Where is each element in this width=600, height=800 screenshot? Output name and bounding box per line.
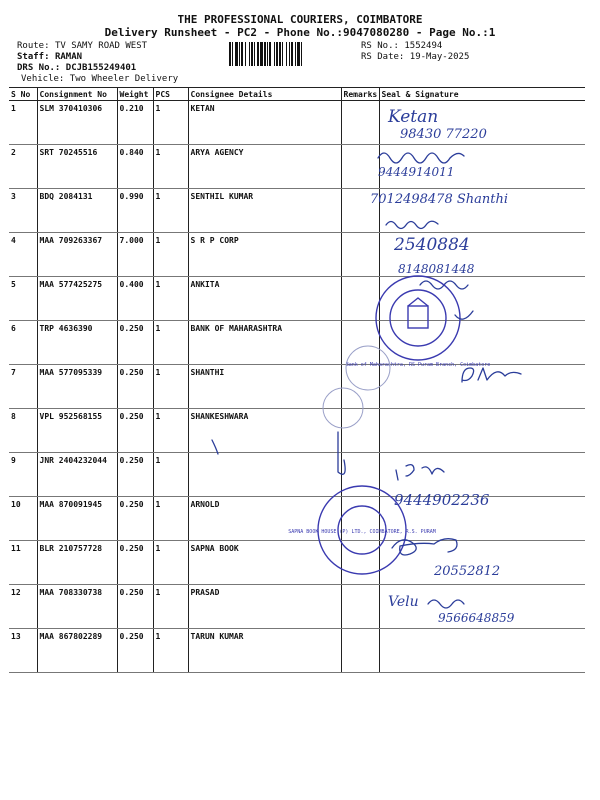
cell-signature [379, 321, 585, 365]
table-row [9, 101, 585, 145]
cell-consignee: SHANKESHWARA [188, 409, 341, 453]
rs-no-line [361, 41, 442, 52]
table-row [9, 497, 585, 541]
cell-remarks [341, 365, 379, 409]
cell-pcs: 1 [153, 233, 188, 277]
rs-no-value: 1552494 [404, 41, 443, 51]
table-row [9, 277, 585, 321]
cell-consignment: SLM 370410306 [37, 101, 117, 145]
cell-sno: 9 [9, 453, 37, 497]
cell-signature [379, 189, 585, 233]
vehicle-value: Two Wheeler Delivery [69, 74, 179, 84]
cell-pcs: 1 [153, 365, 188, 409]
cell-consignee: ARYA AGENCY [188, 145, 341, 189]
col-seal-signature: Seal & Signature [379, 88, 585, 101]
col-weight: Weight [117, 88, 153, 101]
cell-remarks [341, 409, 379, 453]
drs-label: DRS No.: [17, 63, 61, 73]
table-header-row [9, 88, 585, 101]
cell-signature [379, 277, 585, 321]
signature-row-13-name: Velu [388, 594, 419, 610]
col-pcs: PCS [153, 88, 188, 101]
vehicle-label: Vehicle: [21, 74, 65, 84]
cell-pcs: 1 [153, 189, 188, 233]
signature-row-4-phone: 2540884 [394, 235, 470, 255]
cell-sno: 3 [9, 189, 37, 233]
col-consignment-no: Consignment No [37, 88, 117, 101]
sapna-seal-text: SAPNA BOOK HOUSE (P) LTD., COIMBATORE, R.S. PURAM [288, 529, 436, 535]
signature-row-2-phone: 9444914011 [378, 165, 455, 179]
runsheet-subtitle: Delivery Runsheet - PC2 - Phone No.:9047080280 - Page No.:1 [104, 26, 496, 39]
cell-weight: 0.250 [117, 585, 153, 629]
cell-weight: 0.210 [117, 101, 153, 145]
rs-date-value: 19-May-2025 [409, 52, 470, 62]
cell-pcs: 1 [153, 497, 188, 541]
cell-sno: 7 [9, 365, 37, 409]
cell-sno: 1 [9, 101, 37, 145]
cell-consignment: MAA 870091945 [37, 497, 117, 541]
signature-row-13-phone: 9566648859 [438, 611, 515, 625]
cell-consignment: VPL 952568155 [37, 409, 117, 453]
route-value: TV SAMY ROAD WEST [54, 41, 148, 51]
cell-consignment: TRP 4636390 [37, 321, 117, 365]
cell-weight: 0.250 [117, 497, 153, 541]
table-row [9, 233, 585, 277]
cell-sno: 10 [9, 497, 37, 541]
cell-consignee: SHANTHI [188, 365, 341, 409]
col-remarks: Remarks [341, 88, 379, 101]
cell-pcs: 1 [153, 145, 188, 189]
vehicle-line [21, 74, 178, 85]
cell-remarks [341, 277, 379, 321]
cell-sno: 2 [9, 145, 37, 189]
cell-weight: 0.250 [117, 453, 153, 497]
staff-line [17, 52, 82, 63]
cell-consignment: MAA 577095339 [37, 365, 117, 409]
cell-consignment: SRT 70245516 [37, 145, 117, 189]
cell-pcs: 1 [153, 321, 188, 365]
cell-consignee: SAPNA BOOK [188, 541, 341, 585]
table-row [9, 453, 585, 497]
cell-signature [379, 497, 585, 541]
table-row [9, 541, 585, 585]
cell-remarks [341, 233, 379, 277]
cell-consignee: S R P CORP [188, 233, 341, 277]
cell-consignee [188, 453, 341, 497]
cell-weight: 0.250 [117, 629, 153, 673]
cell-signature [379, 365, 585, 409]
cell-signature [379, 409, 585, 453]
signature-row-3: 7012498478 Shanthi [370, 192, 508, 207]
company-title: THE PROFESSIONAL COURIERS, COIMBATORE [177, 13, 423, 26]
cell-weight: 0.250 [117, 541, 153, 585]
cell-consignment: MAA 709263367 [37, 233, 117, 277]
cell-remarks [341, 321, 379, 365]
cell-signature [379, 585, 585, 629]
cell-pcs: 1 [153, 629, 188, 673]
cell-sno: 12 [9, 585, 37, 629]
signature-row-1-phone: 98430 77220 [400, 127, 487, 142]
cell-consignee: TARUN KUMAR [188, 629, 341, 673]
drs-barcode [229, 42, 355, 66]
cell-consignee: ANKITA [188, 277, 341, 321]
cell-remarks [341, 453, 379, 497]
cell-signature [379, 145, 585, 189]
rs-no-label: RS No.: [361, 41, 399, 51]
cell-signature [379, 233, 585, 277]
cell-remarks [341, 497, 379, 541]
cell-remarks [341, 145, 379, 189]
signature-row-12-phone: 20552812 [434, 564, 501, 579]
cell-consignment: BDQ 2084131 [37, 189, 117, 233]
table-row [9, 629, 585, 673]
cell-remarks [341, 189, 379, 233]
staff-value: RAMAN [54, 52, 83, 62]
route-label: Route: [17, 41, 50, 51]
cell-pcs: 1 [153, 453, 188, 497]
cell-consignee: PRASAD [188, 585, 341, 629]
signature-row-5-phone: 8148081448 [398, 262, 475, 276]
bank-seal-text: Bank of Maharashtra, RS Puram Branch, Coimbatore [345, 362, 491, 368]
cell-signature [379, 101, 585, 145]
cell-remarks [341, 585, 379, 629]
cell-remarks [341, 541, 379, 585]
cell-weight: 0.990 [117, 189, 153, 233]
drs-value: DCJB155249401 [65, 63, 137, 73]
table-row [9, 145, 585, 189]
cell-pcs: 1 [153, 101, 188, 145]
cell-consignee: BANK OF MAHARASHTRA [188, 321, 341, 365]
cell-sno: 11 [9, 541, 37, 585]
cell-weight: 7.000 [117, 233, 153, 277]
cell-consignment: MAA 708330738 [37, 585, 117, 629]
rs-date-line [361, 52, 469, 63]
table-row [9, 365, 585, 409]
col-consignee-details: Consignee Details [188, 88, 341, 101]
cell-weight: 0.250 [117, 321, 153, 365]
table-row [9, 189, 585, 233]
cell-weight: 0.400 [117, 277, 153, 321]
cell-consignment: JNR 2404232044 [37, 453, 117, 497]
barcode-bar [302, 42, 304, 66]
rs-date-label: RS Date: [361, 52, 405, 62]
signature-row-10-phone: 9444902236 [394, 491, 490, 509]
cell-signature [379, 453, 585, 497]
cell-pcs: 1 [153, 585, 188, 629]
cell-sno: 4 [9, 233, 37, 277]
cell-remarks [341, 101, 379, 145]
cell-consignee: SENTHIL KUMAR [188, 189, 341, 233]
cell-consignment: BLR 210757728 [37, 541, 117, 585]
table-row [9, 409, 585, 453]
cell-sno: 13 [9, 629, 37, 673]
cell-sno: 6 [9, 321, 37, 365]
staff-label: Staff: [17, 52, 50, 62]
cell-pcs: 1 [153, 541, 188, 585]
table-row [9, 585, 585, 629]
col-sno: S No [9, 88, 37, 101]
cell-sno: 5 [9, 277, 37, 321]
cell-signature [379, 541, 585, 585]
drs-line [17, 63, 136, 74]
table-row [9, 321, 585, 365]
cell-signature [379, 629, 585, 673]
consignment-table [9, 87, 585, 673]
cell-sno: 8 [9, 409, 37, 453]
cell-consignment: MAA 577425275 [37, 277, 117, 321]
cell-consignee: KETAN [188, 101, 341, 145]
cell-consignment: MAA 867802289 [37, 629, 117, 673]
cell-pcs: 1 [153, 409, 188, 453]
cell-remarks [341, 629, 379, 673]
cell-weight: 0.250 [117, 365, 153, 409]
cell-pcs: 1 [153, 277, 188, 321]
cell-weight: 0.840 [117, 145, 153, 189]
route-line [17, 41, 147, 52]
cell-weight: 0.250 [117, 409, 153, 453]
cell-consignee: ARNOLD [188, 497, 341, 541]
signature-row-1-name: Ketan [388, 107, 439, 127]
